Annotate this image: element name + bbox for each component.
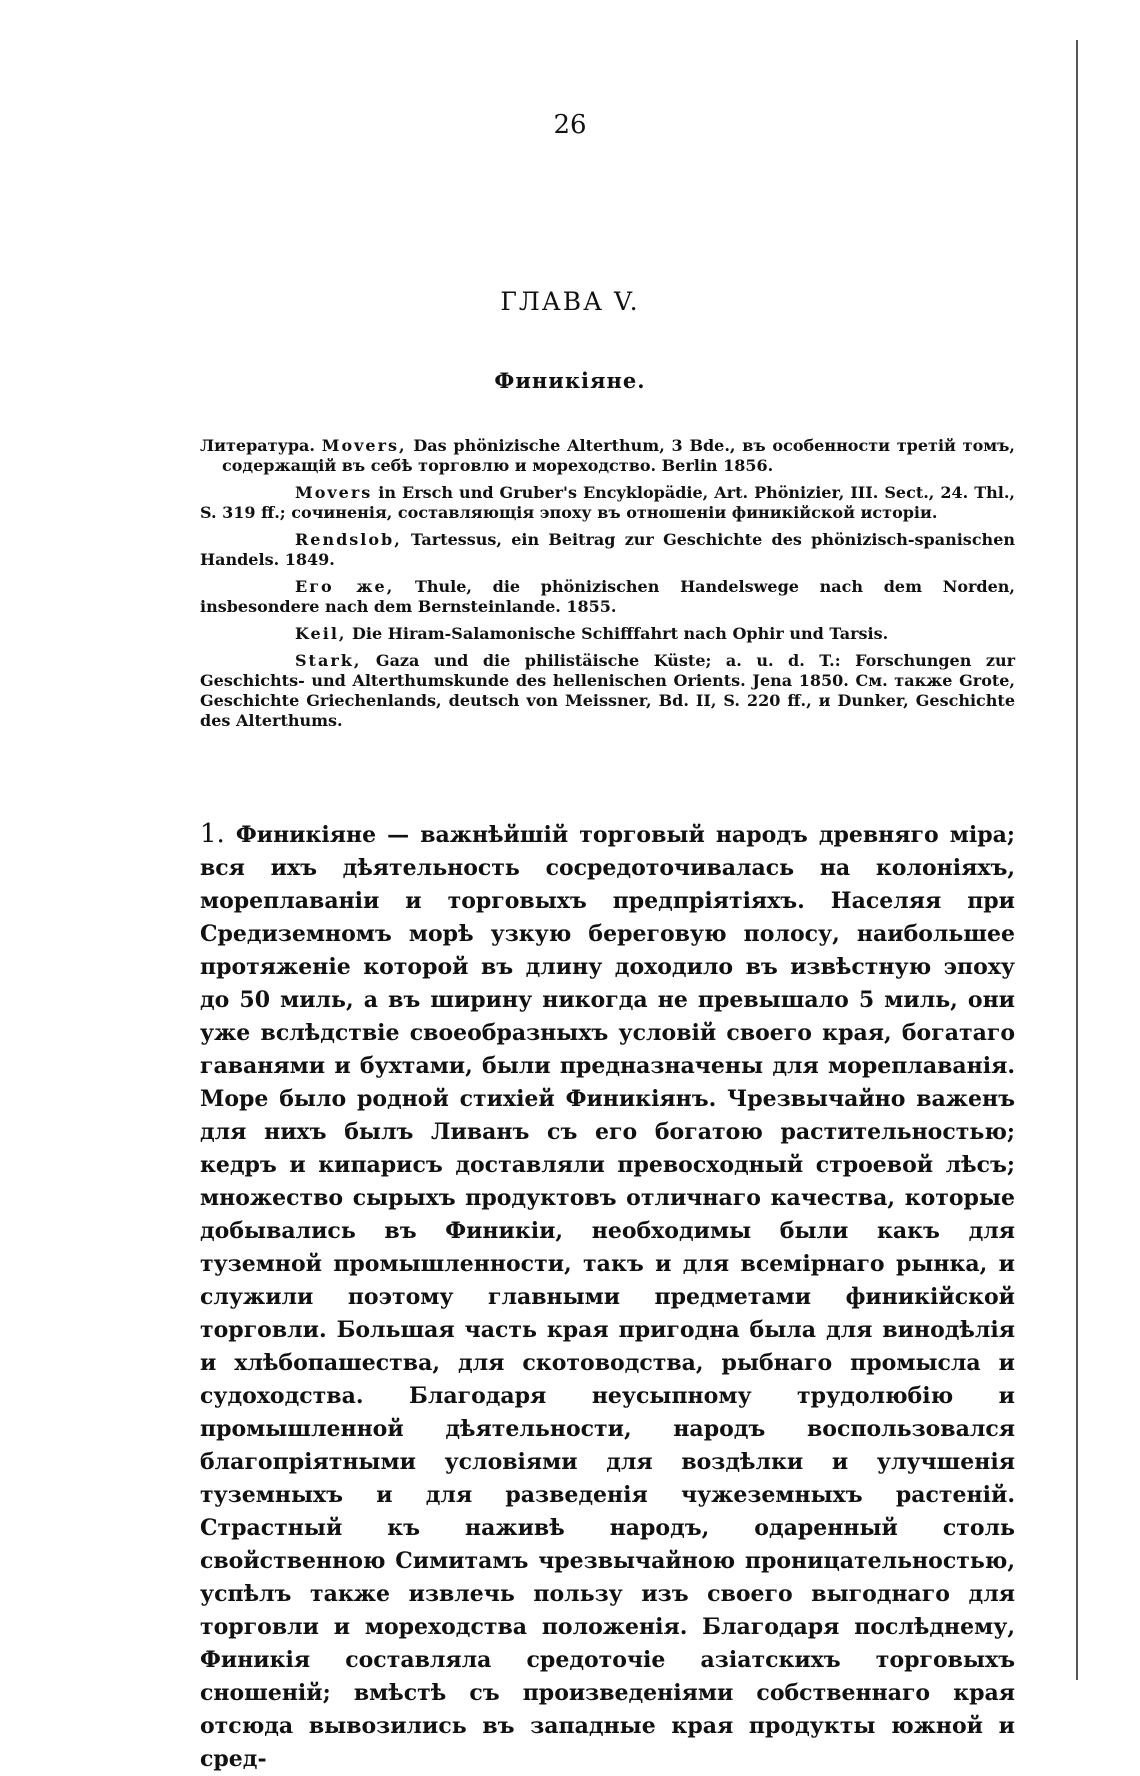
literature-label: Литература. <box>200 436 315 455</box>
literature-section <box>200 436 1015 738</box>
literature-author: Movers, <box>321 436 407 455</box>
literature-entry <box>200 530 1015 570</box>
chapter-heading: ГЛАВА V. <box>500 287 640 316</box>
literature-entry <box>200 436 1015 476</box>
literature-text: Die Hiram-Salamonische Schifffahrt nach Ophir und Tarsis. <box>346 624 889 643</box>
paragraph-text: Финикіяне — важнѣйшій торговый народъ древняго міра; вся ихъ дѣятельность сосредоточивалась на колоніяхъ, мореплаваніи и торговыхъ предпріятіяхъ. Населяя при Средиземномъ морѣ узкую береговую полосу, наибольшее протяженіе которой въ длину доходило въ извѣстную эпоху до 50 миль, а въ ширину никогда не превышало 5 миль, они уже вслѣдствіе своеобразныхъ условій своего края, богатаго гаванями и бухтами, были предназначены для мореплаванія. Море было родной стихіей Финикіянъ. Чрезвычайно важенъ для нихъ былъ Ливанъ съ его богатою растительностью; кедръ и кипарисъ доставляли превосходный строевой лѣсъ; множество сырыхъ продуктовъ отличнаго качества, которые добывались въ Финикіи, необходимы были какъ для туземной промышленности, такъ и для всемірнаго рынка, и служили поэтому главными предметами финикійской торговли. Большая часть края пригодна была для винодѣлія и хлѣбопашества, для скотоводства, рыбнаго промысла и судоходства. Благодаря неусыпному трудолюбію и промышленной дѣятельности, народъ воспользовался благопріятными условіями для воздѣлки и улучшенія туземныхъ и для разведенія чужеземныхъ растеній. Страстный къ наживѣ народъ, одаренный столь свойственною Симитамъ чрезвычайною проницательностью, успѣлъ также извлечь пользу изъ своего выгоднаго для торговли и мореходства положенія. Благодаря послѣднему, Финикія составляла средоточіе азіатскихъ торговыхъ сношеній; вмѣстѣ съ произведеніями собственнаго края отсюда вывозились въ западные края продукты южной и сред- <box>200 822 1015 1772</box>
literature-entry <box>200 624 1015 644</box>
literature-text: Tartessus, ein Beitrag zur Geschichte des phönizisch-spanischen Handels. 1849. <box>200 530 1015 569</box>
literature-text: Thule, die phönizischen Handelswege nach dem Norden, insbesondere nach dem Bernsteinlande. 1855. <box>200 577 1016 616</box>
literature-author: Его же, <box>295 577 395 596</box>
page-edge-line <box>1076 40 1078 1680</box>
literature-author: Movers <box>295 483 373 502</box>
literature-entry <box>200 483 1015 523</box>
literature-text: Das phönizische Alterthum, 3 Bde., въ особенности третій томъ, содержащій въ себѣ торговлю и мореходство. Berlin 1856. <box>222 436 1015 475</box>
literature-entry <box>200 651 1015 731</box>
literature-author: Rendslob, <box>295 530 402 549</box>
literature-author: Stark, <box>295 651 362 670</box>
chapter-subtitle: Финикіяне. <box>494 368 646 393</box>
page-number: 26 <box>553 110 587 140</box>
literature-author: Keil, <box>295 624 347 643</box>
literature-entry <box>200 577 1015 617</box>
literature-text: in Ersch und Gruber's Encyklopädie, Art. Phönizier, III. Sect., 24. Thl., S. 319 ff.; сочиненія, составляющія эпоху въ отношеніи финикійской исторіи. <box>200 483 1015 522</box>
paragraph-number: 1. <box>200 819 225 849</box>
literature-text: Gaza und die philistäische Küste; a. u. d. T.: Forschungen zur Geschichts- und Alterthumskunde des hellenischen Orients. Jena 1850. См. также Grote, Geschichte Griechenlands, deutsch von Meissner, Bd. II, S. 220 ff., и Dunker, Geschichte des Alterthums. <box>200 651 1015 730</box>
main-paragraph <box>200 818 1015 1776</box>
